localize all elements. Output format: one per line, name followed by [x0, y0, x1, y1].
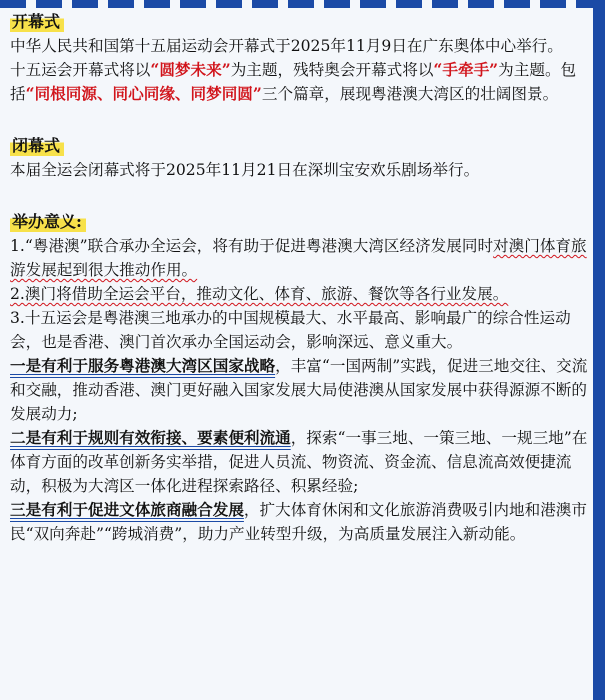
point-title: 一是有利于服务粤港澳大湾区国家战略 [10, 356, 276, 375]
point-body: ，丰富“一国两制”实践，促进三地交往、交流和交融，推动香港、澳门更好融入国家发展大局使港澳从国家发展中获得源源不断的发展动力; [10, 357, 588, 423]
opening-theme-highlight: “圆梦未来” [150, 60, 231, 79]
significance-item-2 [10, 282, 588, 306]
opening-paragraph-2 [10, 58, 588, 106]
wavy-underlined-text: 对澳门体育旅游发展起到很大推动作用。 [10, 237, 587, 279]
significance-point-2 [10, 426, 588, 498]
document-body [10, 10, 588, 546]
spacer [10, 182, 588, 210]
text-span: 为主题。包括 [10, 61, 577, 103]
closing-heading: 闭幕式 [10, 135, 64, 157]
chapters-highlight: “同根同源、同心同缘、同梦同圆” [25, 84, 262, 103]
point-body: ，扩大体育休闲和文化旅游消费吸引内地和港澳市民“双向奔赴”“跨城消费”，助力产业转型升级，为高质量发展注入新动能。 [10, 501, 587, 543]
point-title: 二是有利于规则有效衔接、要素便利流通 [10, 428, 291, 447]
top-decorative-stripe [0, 0, 605, 8]
point-title: 三是有利于促进文体旅商融合发展 [10, 500, 244, 519]
significance-heading: 举办意义: [10, 211, 86, 233]
text-span: 三个篇章，展现粤港澳大湾区的壮阔图景。 [261, 85, 559, 103]
text-span: 1.“粤港澳”联合承办全运会，将有助于促进粤港澳大湾区经济发展同时 [10, 237, 494, 255]
right-decorative-border [593, 0, 605, 700]
significance-point-3 [10, 498, 588, 546]
text-span: 为主题，残特奥会开幕式将以 [230, 61, 434, 79]
paralympic-theme-highlight: “手牵手” [433, 60, 499, 79]
significance-item-1 [10, 234, 588, 282]
wavy-underlined-text: 2.澳门将借助全运会平台，推动文化、体育、旅游、餐饮等各行业发展。 [10, 285, 509, 303]
point-body: ，探索“一事三地、一策三地、一规三地”在体育方面的改革创新务实举措，促进人员流、物资流、资金流、信息流高效便捷流动，积极为大湾区一体化进程探索路径、积累经验; [10, 429, 588, 495]
significance-point-1 [10, 354, 588, 426]
opening-heading: 开幕式 [10, 11, 64, 33]
spacer [10, 106, 588, 134]
closing-paragraph: 本届全运会闭幕式将于2025年11月21日在深圳宝安欢乐剧场举行。 [10, 161, 480, 179]
opening-paragraph-1: 中华人民共和国第十五届运动会开幕式于2025年11月9日在广东奥体中心举行。 [10, 37, 563, 55]
text-span: 十五运会开幕式将以 [10, 61, 151, 79]
significance-item-3: 3.十五运会是粤港澳三地承办的中国规模最大、水平最高、影响最广的综合性运动会，也是香港、澳门首次承办全国运动会，影响深远、意义重大。 [10, 309, 571, 351]
